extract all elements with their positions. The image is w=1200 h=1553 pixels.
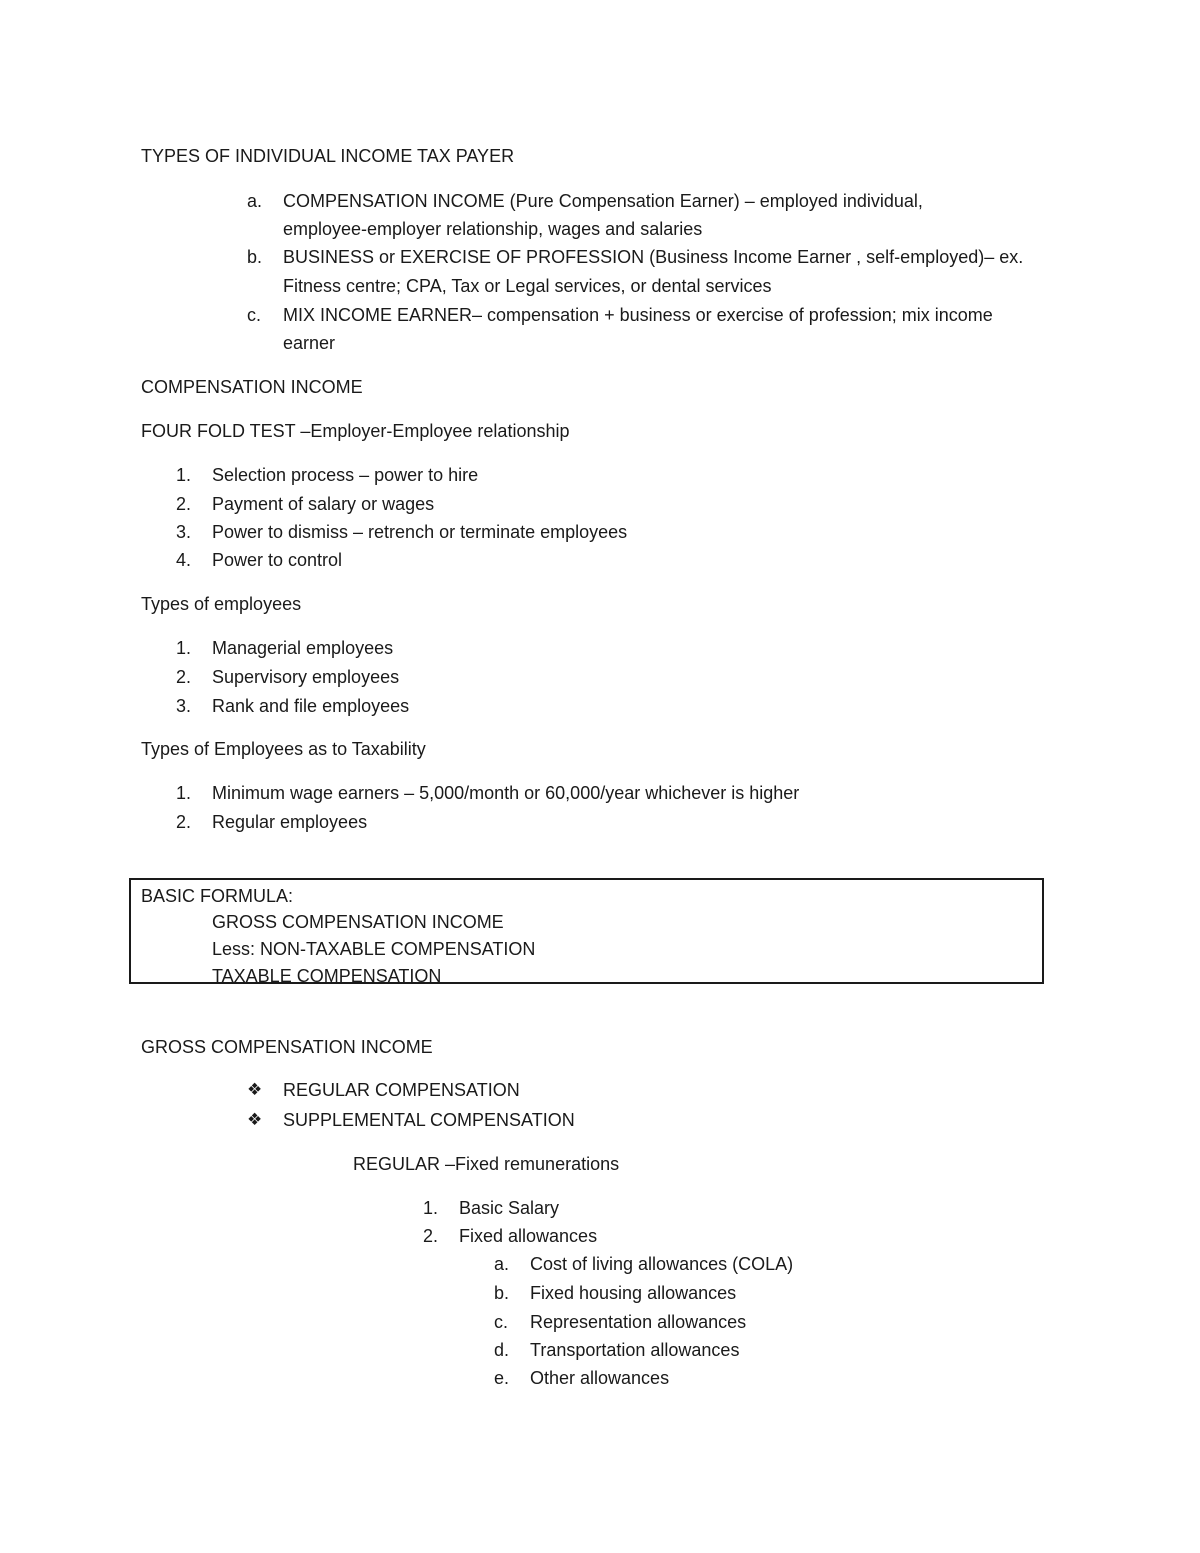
list-marker: 4. (176, 550, 192, 570)
list-marker: c. (247, 305, 262, 325)
section-heading-taxability-types: Types of Employees as to Taxability (141, 739, 426, 759)
list-item-text: MIX INCOME EARNER– compensation + business or exercise of profession; mix income (283, 305, 993, 325)
list-item-text: Minimum wage earners – 5,000/month or 60,000/year whichever is higher (212, 783, 800, 803)
diamond-bullet-icon: ❖ (247, 1110, 263, 1129)
formula-line: Less: NON-TAXABLE COMPENSATION (212, 939, 536, 959)
list-item-text: Cost of living allowances (COLA) (530, 1254, 794, 1274)
list-marker: c. (494, 1312, 509, 1332)
list-marker: d. (494, 1340, 510, 1360)
formula-line: TAXABLE COMPENSATION (212, 966, 442, 986)
section-heading-compensation-income: COMPENSATION INCOME (141, 377, 363, 397)
diamond-bullet-icon: ❖ (247, 1080, 263, 1099)
list-item-text: Supervisory employees (212, 667, 400, 687)
list-marker: 1. (176, 783, 192, 803)
list-item-text: Transportation allowances (530, 1340, 740, 1360)
list-marker: 2. (176, 494, 192, 514)
list-item-text: Fixed allowances (459, 1226, 598, 1246)
list-item-text: Selection process – power to hire (212, 465, 479, 485)
list-item-text: Basic Salary (459, 1198, 560, 1218)
list-item-text: Representation allowances (530, 1312, 747, 1332)
list-item-text-continued: employee-employer relationship, wages and salaries (283, 219, 703, 239)
list-item-text-continued: Fitness centre; CPA, Tax or Legal services, or dental services (283, 276, 772, 296)
list-item-text: Power to control (212, 550, 343, 570)
list-marker: a. (247, 191, 263, 211)
list-marker: 1. (176, 465, 192, 485)
section-heading-gross-compensation: GROSS COMPENSATION INCOME (141, 1037, 433, 1057)
list-marker: a. (494, 1254, 510, 1274)
formula-line: GROSS COMPENSATION INCOME (212, 912, 504, 932)
list-item-text: Other allowances (530, 1368, 670, 1388)
list-marker: 3. (176, 696, 192, 716)
list-item-text: Payment of salary or wages (212, 494, 435, 514)
section-heading-taxpayer-types: TYPES OF INDIVIDUAL INCOME TAX PAYER (141, 146, 515, 166)
list-item-text: Fixed housing allowances (530, 1283, 737, 1303)
list-marker: b. (494, 1283, 510, 1303)
list-marker: 2. (176, 667, 192, 687)
list-item-text: Regular employees (212, 812, 368, 832)
section-heading-regular: REGULAR –Fixed remunerations (353, 1154, 620, 1174)
list-item-text: Rank and file employees (212, 696, 410, 716)
list-marker: b. (247, 247, 263, 267)
section-heading-employee-types: Types of employees (141, 594, 302, 614)
formula-title: BASIC FORMULA: (141, 886, 294, 906)
list-marker: 1. (176, 638, 192, 658)
list-marker: e. (494, 1368, 510, 1388)
bullet-item-text: SUPPLEMENTAL COMPENSATION (283, 1110, 575, 1130)
list-marker: 2. (423, 1226, 439, 1246)
list-marker: 2. (176, 812, 192, 832)
list-item-text-continued: earner (283, 333, 336, 353)
section-heading-four-fold-test: FOUR FOLD TEST –Employer-Employee relationship (141, 421, 570, 441)
list-item-text: Power to dismiss – retrench or terminate employees (212, 522, 628, 542)
list-marker: 1. (423, 1198, 439, 1218)
list-marker: 3. (176, 522, 192, 542)
list-item-text: Managerial employees (212, 638, 394, 658)
bullet-item-text: REGULAR COMPENSATION (283, 1080, 520, 1100)
list-item-text: COMPENSATION INCOME (Pure Compensation Earner) – employed individual, (283, 191, 923, 211)
list-item-text: BUSINESS or EXERCISE OF PROFESSION (Business Income Earner , self-employed)– ex. (283, 247, 1024, 267)
